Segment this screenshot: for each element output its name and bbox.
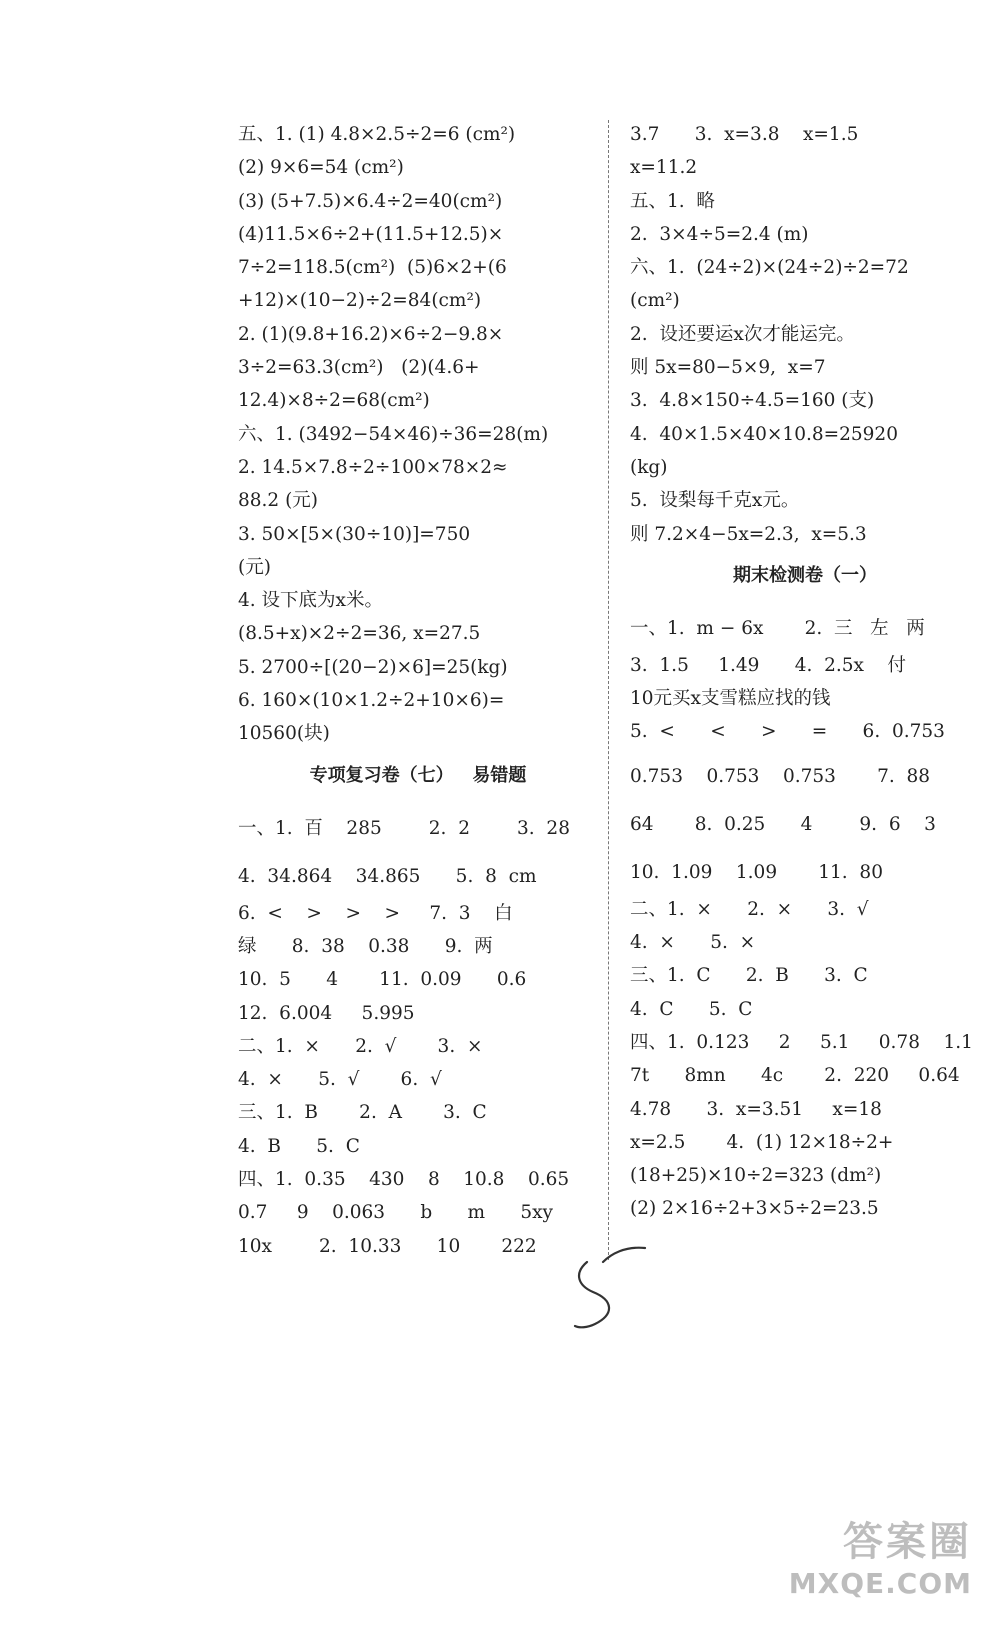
answer-line: 3.7 3. x=3.8 x=1.5 [630, 124, 859, 145]
answer-line: 4. 设下底为x米。 [238, 590, 383, 612]
answer-line: (18+25)×10÷2=323 (dm²) [630, 1165, 882, 1187]
answer-line: 2. 14.5×7.8÷2÷100×78×2≈ [238, 456, 508, 478]
answer-line: 10. 5 4 11. 0.09 0.6 [238, 969, 527, 991]
answer-line: 0.753 0.753 0.753 7. 88 [630, 765, 931, 787]
answer-line: 五、1. (1) 4.8×2.5÷2=6 (cm²) [238, 124, 516, 145]
answer-line: 4. 40×1.5×40×10.8=25920 [630, 423, 898, 445]
answer-line: 10. 1.09 1.09 11. 80 [630, 861, 883, 883]
answer-line: 四、1. 0.123 2 5.1 0.78 1.1 [630, 1031, 973, 1053]
watermark-top-text: 答案圈 [843, 1519, 972, 1565]
answer-line: x=11.2 [630, 157, 698, 179]
answer-line: 10560(块) [238, 723, 330, 745]
left-column [238, 118, 598, 1263]
answer-line: 3. 50×[5×(30÷10)]=750 [238, 523, 471, 545]
left-section-heading: 专项复习卷（七） 易错题 [309, 764, 527, 786]
answer-line: 一、1. m − 6x 2. 三 左 两 [630, 617, 925, 639]
answer-line: 绿 8. 38 0.38 9. 两 [238, 935, 493, 957]
answer-line: 7t 8mn 4c 2. 220 0.64 [630, 1065, 960, 1087]
answer-line: 六、1. (24÷2)×(24÷2)÷2=72 [630, 257, 909, 279]
column-divider [608, 120, 609, 1260]
answer-line: 6. < > > > 7. 3 白 [238, 902, 513, 924]
answer-line: 6. 160×(10×1.2÷2+10×6)= [238, 690, 505, 712]
watermark-bottom-text: MXQE.COM [788, 1567, 972, 1600]
answer-line: 则 5x=80−5×9, x=7 [630, 357, 826, 379]
answer-line: 则 7.2×4−5x=2.3, x=5.3 [630, 523, 867, 545]
answer-line: (2) 2×16÷2+3×5÷2=23.5 [630, 1198, 879, 1220]
answer-line: (kg) [630, 456, 668, 478]
answer-line: 一、1. 百 285 2. 2 3. 28 [238, 817, 570, 839]
right-column [630, 118, 980, 1226]
answer-line: 3. 1.5 1.49 4. 2.5x 付 [630, 654, 907, 676]
answer-line: 5. < < > = 6. 0.753 [630, 721, 945, 743]
answer-line: (3) (5+7.5)×6.4÷2=40(cm²) [238, 190, 503, 212]
answer-line: 3÷2=63.3(cm²) (2)(4.6+ [238, 357, 480, 379]
answer-line: +12)×(10−2)÷2=84(cm²) [238, 290, 482, 312]
answer-line: 三、1. C 2. B 3. C [630, 965, 868, 987]
answer-line: 7÷2=118.5(cm²) (5)6×2+(6 [238, 257, 507, 279]
answer-line: 10x 2. 10.33 10 222 [238, 1235, 537, 1257]
answer-line: 2. 设还要运x次才能运完。 [630, 323, 855, 345]
answer-line: 3. 4.8×150÷4.5=160 (支) [630, 390, 875, 412]
answer-line: 10元买x支雪糕应找的钱 [630, 688, 831, 710]
answer-line: 五、1. 略 [630, 190, 715, 212]
answer-line: 5. 设梨每千克x元。 [630, 490, 800, 512]
right-section-heading: 期末检测卷（一） [733, 564, 877, 586]
handwritten-page-number [565, 1240, 655, 1340]
answer-line: 四、1. 0.35 430 8 10.8 0.65 [238, 1169, 570, 1191]
answer-line: 2. 3×4÷5=2.4 (m) [630, 223, 809, 245]
answer-line: 4. × 5. × [630, 932, 756, 954]
right-answers-continued [630, 118, 980, 551]
answer-line: 4.78 3. x=3.51 x=18 [630, 1098, 882, 1120]
answer-line: 六、1. (3492−54×46)÷36=28(m) [238, 423, 549, 445]
watermark-logo [789, 1510, 972, 1600]
answer-line: 12.4)×8÷2=68(cm²) [238, 390, 430, 412]
answer-line: 二、1. × 2. × 3. √ [630, 898, 869, 920]
answer-line: 12. 6.004 5.995 [238, 1002, 415, 1024]
answer-line: 0.7 9 0.063 b m 5xy [238, 1202, 553, 1224]
answer-line: 88.2 (元) [238, 490, 319, 512]
answer-line: (元) [238, 556, 271, 578]
answer-line: (4)11.5×6÷2+(11.5+12.5)× [238, 223, 504, 245]
answer-line: 4. 34.864 34.865 5. 8 cm [238, 865, 537, 887]
answer-line: 4. B 5. C [238, 1135, 360, 1157]
answer-line: 4. × 5. √ 6. √ [238, 1069, 442, 1091]
left-answers-unit-review [238, 118, 598, 751]
left-answers-error-prone [238, 801, 598, 1263]
answer-line: (cm²) [630, 290, 680, 312]
answer-line: 二、1. × 2. √ 3. × [238, 1035, 483, 1057]
answer-line: (2) 9×6=54 (cm²) [238, 157, 404, 179]
answer-line: 5. 2700÷[(20−2)×6]=25(kg) [238, 656, 508, 678]
answer-line: 2. (1)(9.8+16.2)×6÷2−9.8× [238, 323, 504, 345]
right-answers-final-exam [630, 601, 980, 1226]
answer-line: 三、1. B 2. A 3. C [238, 1102, 487, 1124]
answer-line: x=2.5 4. (1) 12×18÷2+ [630, 1131, 894, 1153]
answer-line: (8.5+x)×2÷2=36, x=27.5 [238, 623, 481, 645]
answer-line: 64 8. 0.25 4 9. 6 3 [630, 813, 936, 835]
answer-line: 4. C 5. C [630, 998, 753, 1020]
